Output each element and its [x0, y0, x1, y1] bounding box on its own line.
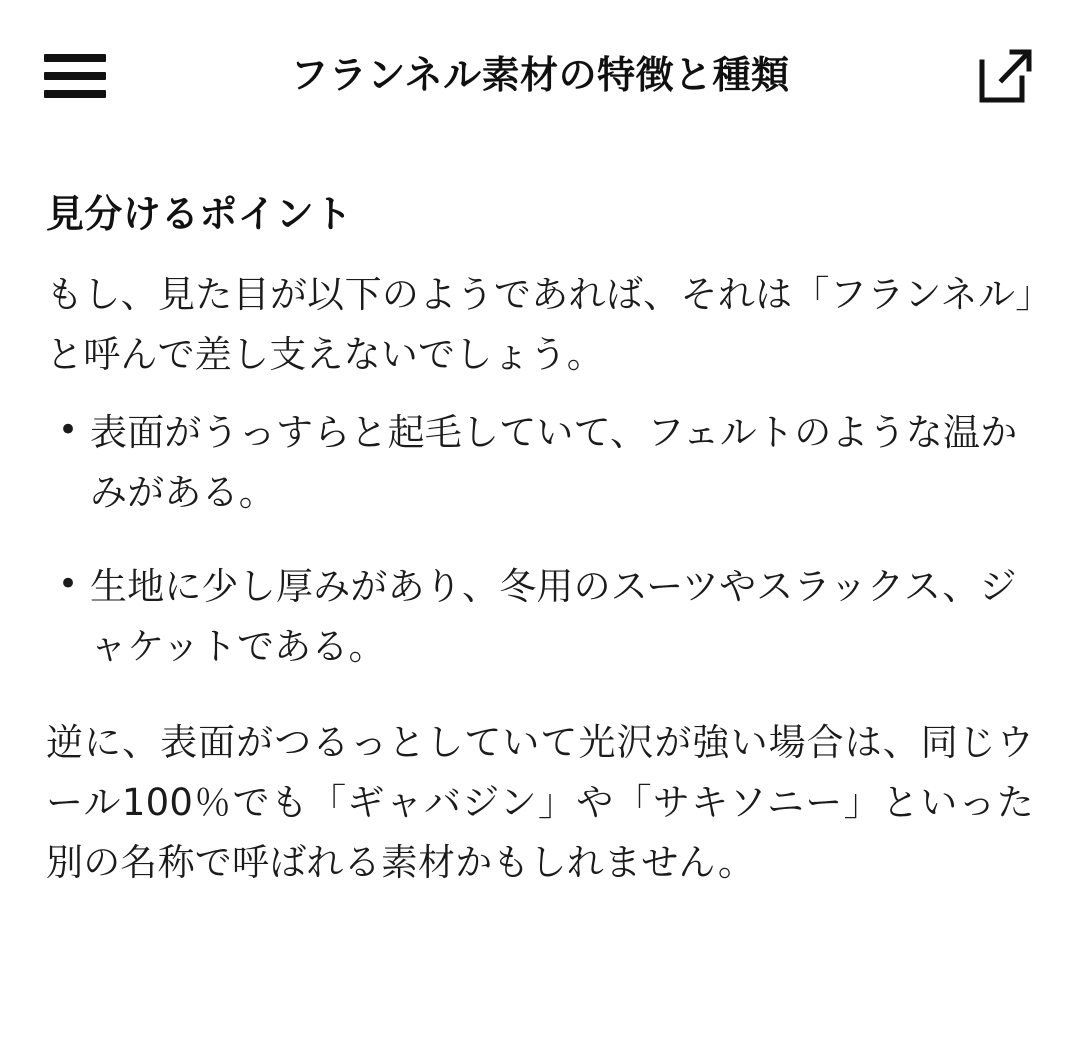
bullet-marker-icon: •	[57, 564, 79, 605]
closing-paragraph: 逆に、表面がつるっとしていて光沢が強い場合は、同じウール100％でも「ギャバジン」や「サキソニー」といった別の名称で呼ばれる素材かもしれません。	[46, 721, 1034, 884]
list-item	[46, 403, 1034, 523]
edit-pencil-square-icon[interactable]	[972, 44, 1036, 108]
bullet-marker-icon: •	[57, 410, 79, 451]
page-title: フランネル素材の特徴と種類	[290, 53, 790, 97]
list-item	[46, 557, 1034, 677]
intro-paragraph: もし、見た目が以下のようであれば、それは「フランネル」と呼んで差し支えないでしょう。	[46, 273, 1034, 377]
section-heading: 見分けるポイント	[46, 192, 353, 236]
feature-bullet-list	[46, 403, 1034, 677]
app-header	[0, 0, 1080, 150]
list-item-label: 生地に少し厚みがあり、冬用のスーツやスラックス、ジャケットである。	[90, 565, 1017, 669]
list-item-label: 表面がうっすらと起毛していて、フェルトのような温かみがある。	[90, 411, 1018, 515]
article-content	[0, 150, 1080, 1059]
